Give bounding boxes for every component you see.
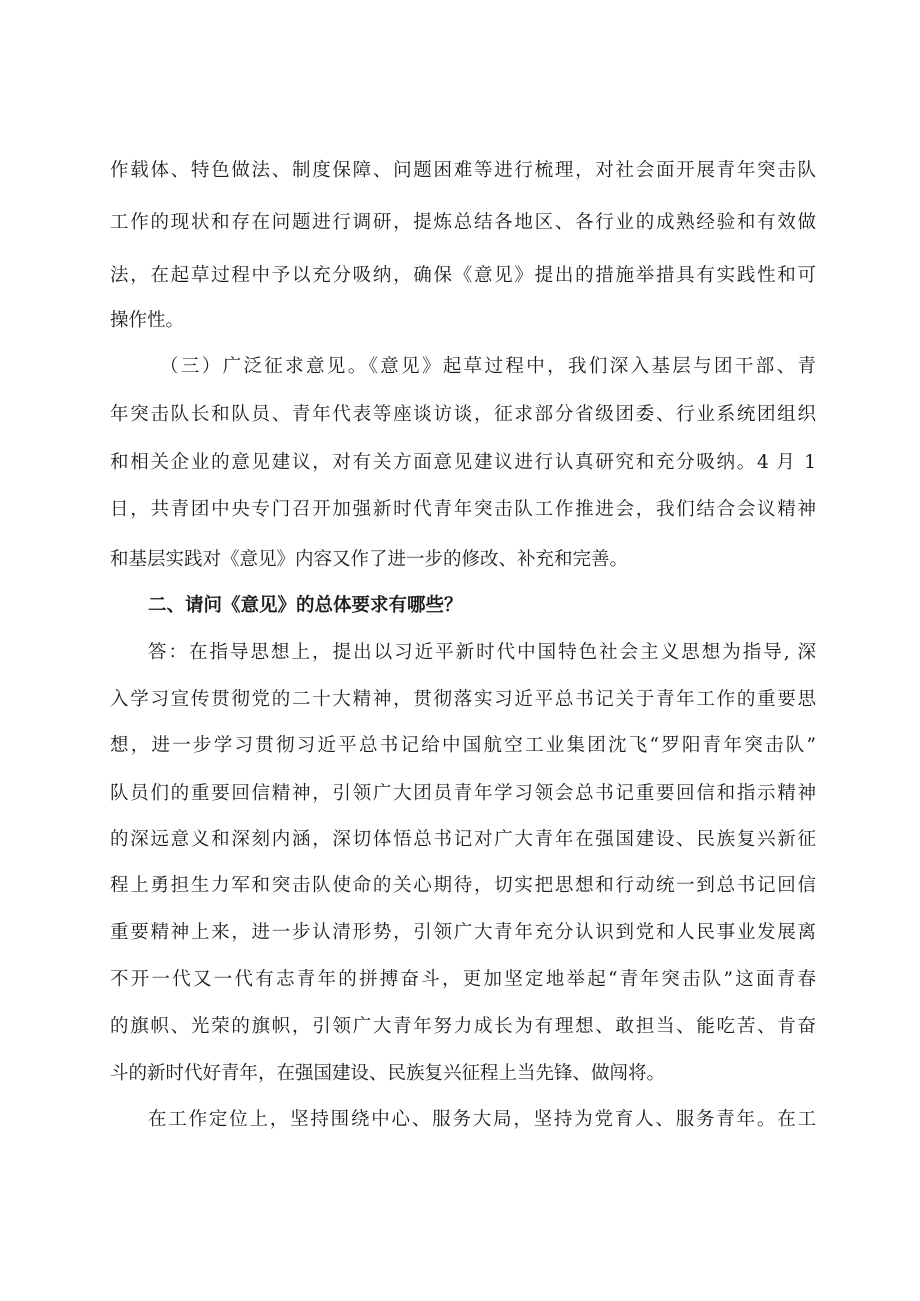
text-line: 的深远意义和深刻内涵，深切体悟总书记对广大青年在强国建设、民族复兴新征 — [110, 829, 816, 850]
text-line: 和相关企业的意见建议，对有关方面意见建议进行认真研究和充分吸纳。4 月 1 — [110, 452, 816, 473]
paragraph-first-line: （三）广泛征求意见。《意见》起草过程中，我们深入基层与团干部、青 — [160, 356, 816, 377]
text-line: 操作性。 — [110, 310, 185, 331]
text-line: 和基层实践对《意见》内容又作了进一步的修改、补充和完善。 — [110, 549, 629, 570]
text-line: 的旗帜、光荣的旗帜，引领广大青年努力成长为有理想、敢担当、能吃苦、肯奋 — [110, 1016, 816, 1037]
paragraph-first-line: 在工作定位上，坚持围绕中心、服务大局，坚持为党育人、服务青年。在工 — [148, 1109, 816, 1130]
text-line: 重要精神上来，进一步认清形势，引领广大青年充分认识到党和人民事业发展离 — [110, 922, 816, 943]
text-line: 想，进一步学习贯彻习近平总书记给中国航空工业集团沈飞“罗阳青年突击队” — [110, 735, 816, 756]
text-line: 队员们的重要回信精神，引领广大团员青年学习领会总书记重要回信和指示精神 — [110, 783, 816, 804]
text-line: 日，共青团中央专门召开加强新时代青年突击队工作推进会，我们结合会议精神 — [110, 499, 816, 520]
text-line: 作载体、特色做法、制度保障、问题困难等进行梳理，对社会面开展青年突击队 — [110, 160, 816, 181]
section-heading: 二、请问《意见》的总体要求有哪些？ — [148, 595, 463, 616]
text-line: 入学习宣传贯彻党的二十大精神，贯彻落实习近平总书记关于青年工作的重要思 — [110, 689, 816, 710]
text-line: 不开一代又一代有志青年的拼搏奋斗，更加坚定地举起“青年突击队”这面青春 — [110, 969, 816, 990]
text-line: 斗的新时代好青年，在强国建设、民族复兴征程上当先锋、做闯将。 — [110, 1063, 666, 1084]
text-line: 工作的现状和存在问题进行调研，提炼总结各地区、各行业的成熟经验和有效做 — [110, 212, 816, 233]
text-line: 程上勇担生力军和突击队使命的关心期待，切实把思想和行动统一到总书记回信 — [110, 875, 816, 896]
text-line: 年突击队长和队员、青年代表等座谈访谈，征求部分省级团委、行业系统团组织 — [110, 404, 816, 425]
paragraph-first-line: 答：在指导思想上，提出以习近平新时代中国特色社会主义思想为指导, 深 — [148, 642, 816, 663]
text-line: 法，在起草过程中予以充分吸纳，确保《意见》提出的措施举措具有实践性和可 — [110, 265, 816, 286]
